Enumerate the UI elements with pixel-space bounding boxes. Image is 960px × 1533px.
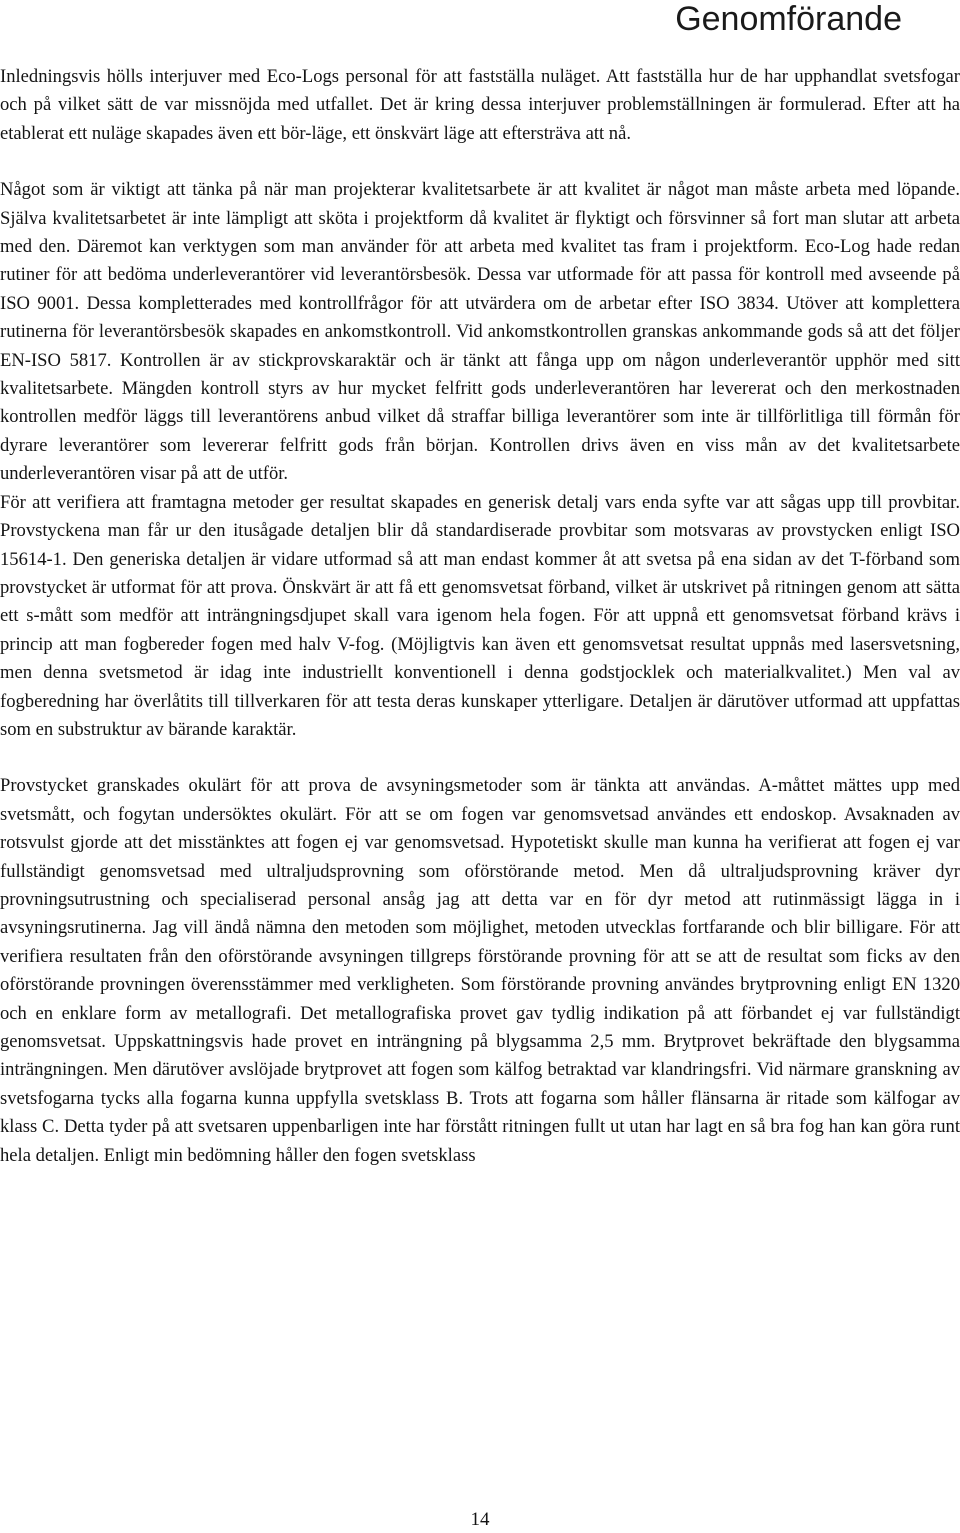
page-number: 14 [470,1509,490,1530]
paragraph-verification: För att verifiera att framtagna metoder ger resultat skapades en generisk detalj vars enda syfte var att sågas upp till provbitar. Provstyckena man får ur den itusågade detaljen blir då standardiserade provbitar som motsvaras av provstycken enligt ISO 15614-1. Den generiska detaljen är vidare utformad så att man endast kommer åt att svetsa på ena sidan av det T-förband som provstycket är utformat för att prova. Önskvärt är att få ett genomsvetsat förband, vilket är utskrivet på ritningen genom att sätta ett s-mått som medför att inträngningsdjupet skall vara igenom hela fogen. För att uppnå ett genomsvetsat förband krävs i princip att man fogbereder fogen med halv V-fog. (Möjligtvis kan även ett genomsvetsat resultat uppnås med lasersvetsning, men denna svetsmetod är idag inte industriellt konventionell i denna godstjocklek och materialkvalitet.) Men val av fogberedning har överlåtits till tillverkaren för att testa deras kunskaper ytterligare. Detaljen är därutöver utformad att uppfattas som en substruktur av bärande karaktär. [0,491,960,740]
document-body [0,63,960,1170]
paragraph-intro: Inledningsvis hölls interjuver med Eco-Logs personal för att fastställa nuläget. Att fastställa hur de har upphandlat svetsfogar och på vilket sätt de var missnöjda med utfallet. Det är kring dessa interjuver problemställningen är formulerad. Efter att ha etablerat ett nuläge skapades även ett bör-läge, ett önskvärt läge att eftersträva att nå. [0,66,960,144]
page-title: Genomförande [675,0,902,38]
paragraph-inspection: Provstycket granskades okulärt för att prova de avsyningsmetoder som är tänkta att användas. A-måttet mättes upp med svetsmått, och fogytan undersöktes okulärt. För att se om fogen var genomsvetsad användes ett endoskop. Avsaknaden av rotsvulst gjorde att det misstänktes att fogen ej var genomsvetsad. Hypotetiskt skulle man kunna ha verifierat att fogen ej var fullständigt genomsvetsad med ultraljudsprovning som oförstörande metod. Men då ultraljudsprovning kräver dyr provningsutrustning och specialiserad personal ansåg jag att detta var en för dyr metod att rutinmässigt lägga in i avsyningsrutinerna. Jag vill ändå nämna den metoden som möjlighet, metoden utvecklas fortfarande och blir billigare. För att verifiera resultaten från den oförstörande avsyningen tillgreps förstörande provning för att se att de resultat som ficks av den oförstörande provningen överensstämmer med verkligheten. Som förstörande provning användes brytprovning enligt EN 1320 och en enklare form av metallografi. Det metallografiska provet gav tydlig indikation på att förbandet ej var fullständigt genomsvetsat. Uppskattningsvis hade provet en inträngning på blygsamma 2,5 mm. Brytprovet bekräftade den blygsamma inträngningen. Men därutöver avslöjade brytprovet att fogen som kälfog betraktad var klandringsfri. Vid närmare granskning av svetsfogarna tycks alla fogarna kunna uppfylla svetsklass B. Trots att fogarna som håller flänsarna är ritade som kälfogar av klass C. Detta tyder på att svetsaren uppenbarligen inte har förstått ritningen fullt ut utan har lagt en så bra fog han kan göra runt hela detaljen. Enligt min bedömning håller den fogen svetsklass [0,775,960,1166]
paragraph-quality-work: Något som är viktigt att tänka på när man projekterar kvalitetsarbete är att kvalitet är något man måste arbeta med löpande. Själva kvalitetsarbetet är inte lämpligt att sköta i projektform då kvalitet är flyktigt och försvinner så fort man slutar att arbeta med den. Däremot kan verktygen som man använder för att arbeta med kvalitet tas fram i projektform. Eco-Log hade redan rutiner för att bedöma underleverantörer vid leverantörsbesök. Dessa var utformade för att passa för kontroll med avseende på ISO 9001. Dessa kompletterades med kontrollfrågor för att utvärdera om de arbetar efter ISO 3834. Utöver att komplettera rutinerna för leverantörsbesök skapades en ankomstkontroll. Vid ankomstkontrollen granskas ankommande gods så att det följer EN-ISO 5817. Kontrollen är av stickprovskaraktär och är tänkt att fånga upp om någon underleverantör upphör med sitt kvalitetsarbete. Mängden kontroll styrs av hur mycket felfritt gods underleverantören har levererat och den merkostnaden kontrollen medför läggs till leverantörens anbud vilket då straffar billiga leverantörer som inte är tillförlitliga till förmån för dyrare leverantörer som levererar felfritt gods från början. Kontrollen drivs även en viss mån av det kvalitetsarbete underleverantören visar på att de utför. [0,179,960,485]
